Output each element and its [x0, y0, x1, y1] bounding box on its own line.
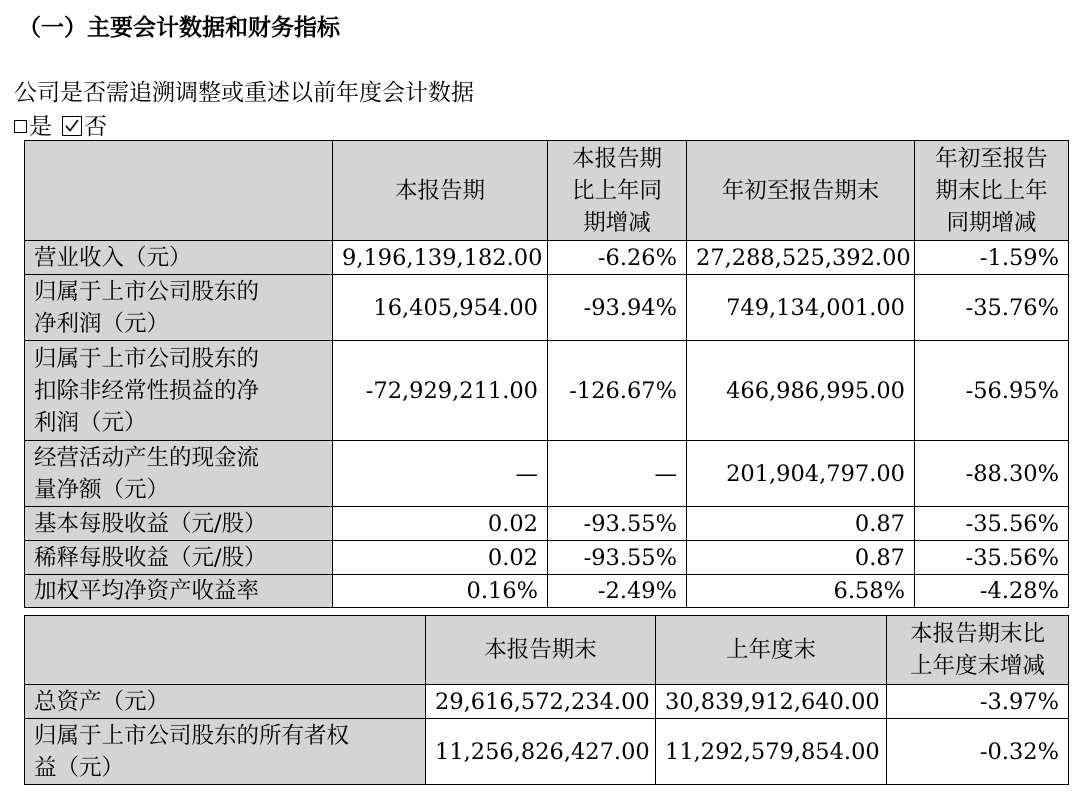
column-header	[656, 616, 887, 685]
value-cell: 0.87	[687, 507, 915, 541]
value-cell: 9,196,139,182.00	[333, 241, 548, 275]
value-cell: -93.94%	[548, 275, 687, 341]
cell-text-line: 本报告期末比	[909, 621, 1045, 647]
option-no-label: 否	[84, 114, 107, 140]
checked-box-icon	[62, 116, 82, 136]
balance-sheet-table	[24, 615, 1069, 785]
table-row	[25, 685, 1069, 719]
column-header	[687, 141, 915, 241]
section-title: （一）主要会计数据和财务指标	[18, 15, 340, 41]
value-cell: -0.32%	[887, 719, 1069, 785]
value-cell: 0.87	[687, 541, 915, 575]
value-cell: —	[548, 441, 687, 507]
value-cell: 466,986,995.00	[687, 341, 915, 441]
cell-text-line: 本报告期	[571, 145, 662, 172]
cell-text-line: 上年度末增减	[909, 653, 1045, 679]
table-row	[25, 341, 1069, 441]
value-cell: 11,292,579,854.00	[656, 719, 887, 785]
row-label	[25, 719, 426, 785]
cell-text-line: 归属于上市公司股东的	[34, 345, 260, 372]
cell-text-line: 年初至报告期末	[721, 177, 880, 204]
value-cell: 6.58%	[687, 575, 915, 608]
cell-text-line: 加权平均净资产收益率	[34, 578, 260, 604]
value-cell: 11,256,826,427.00	[426, 719, 656, 785]
value-cell: -93.55%	[548, 507, 687, 541]
cell-text-line: 经营活动产生的现金流	[34, 444, 260, 471]
value-cell: 27,288,525,392.00	[687, 241, 915, 275]
restate-options	[14, 108, 107, 141]
value-cell: 30,839,912,640.00	[656, 685, 887, 719]
value-cell: 29,616,572,234.00	[426, 685, 656, 719]
table-row	[25, 241, 1069, 275]
cell-text-line: 本报告期	[394, 177, 485, 204]
cell-text-line: 量净额（元）	[34, 476, 170, 503]
header-blank-cell	[25, 616, 426, 685]
unchecked-box-icon	[14, 120, 27, 133]
value-cell: -3.97%	[887, 685, 1069, 719]
value-cell: -35.76%	[915, 275, 1069, 341]
column-header	[915, 141, 1069, 241]
table-header-row	[25, 141, 1069, 241]
table-row	[25, 541, 1069, 575]
value-cell: 0.02	[333, 507, 548, 541]
cell-text-line: 比上年同	[571, 177, 662, 204]
value-cell: -72,929,211.00	[333, 341, 548, 441]
column-header	[426, 616, 656, 685]
cell-text-line: 总资产（元）	[34, 688, 170, 715]
value-cell: 201,904,797.00	[687, 441, 915, 507]
header-blank-cell	[25, 141, 333, 241]
option-yes-label: 是	[29, 114, 52, 140]
table-row	[25, 719, 1069, 785]
restate-question: 公司是否需追溯调整或重述以前年度会计数据	[14, 80, 474, 106]
value-cell: -93.55%	[548, 541, 687, 575]
row-label	[25, 341, 333, 441]
row-label	[25, 275, 333, 341]
value-cell: -6.26%	[548, 241, 687, 275]
cell-text-line: 利润（元）	[34, 409, 147, 436]
key-financial-data-table	[24, 140, 1069, 608]
cell-text-line: 上年度末	[725, 637, 816, 663]
cell-text-line: 扣除非经常性损益的净	[34, 377, 260, 404]
row-label	[25, 541, 333, 575]
cell-text-line: 稀释每股收益（元/股）	[34, 544, 267, 571]
cell-text-line: 基本每股收益（元/股）	[34, 510, 267, 537]
value-cell: -126.67%	[548, 341, 687, 441]
table-row	[25, 275, 1069, 341]
cell-text-line: 年初至报告	[935, 145, 1048, 172]
cell-text-line: 营业收入（元）	[34, 244, 192, 271]
column-header	[887, 616, 1069, 685]
cell-text-line: 期末比上年	[935, 177, 1048, 204]
row-label	[25, 507, 333, 541]
value-cell: -2.49%	[548, 575, 687, 608]
value-cell: —	[333, 441, 548, 507]
column-header	[333, 141, 548, 241]
value-cell: 749,134,001.00	[687, 275, 915, 341]
value-cell: -35.56%	[915, 507, 1069, 541]
value-cell: 0.02	[333, 541, 548, 575]
value-cell: 16,405,954.00	[333, 275, 548, 341]
cell-text-line: 归属于上市公司股东的	[34, 278, 260, 305]
value-cell: -4.28%	[915, 575, 1069, 608]
cell-text-line: 期增减	[583, 209, 651, 236]
table-row	[25, 575, 1069, 608]
row-label	[25, 685, 426, 719]
cell-text-line: 本报告期末	[484, 637, 597, 663]
value-cell: -1.59%	[915, 241, 1069, 275]
column-header	[548, 141, 687, 241]
cell-text-line: 净利润（元）	[34, 310, 170, 337]
table-row	[25, 507, 1069, 541]
row-label	[25, 441, 333, 507]
cell-text-line: 归属于上市公司股东的所有者权	[34, 722, 350, 749]
row-label	[25, 575, 333, 608]
row-label	[25, 241, 333, 275]
cell-text-line: 同期增减	[946, 209, 1037, 236]
value-cell: -56.95%	[915, 341, 1069, 441]
value-cell: 0.16%	[333, 575, 548, 608]
value-cell: -88.30%	[915, 441, 1069, 507]
cell-text-line: 益（元）	[34, 754, 125, 781]
value-cell: -35.56%	[915, 541, 1069, 575]
table-header-row	[25, 616, 1069, 685]
table-row	[25, 441, 1069, 507]
